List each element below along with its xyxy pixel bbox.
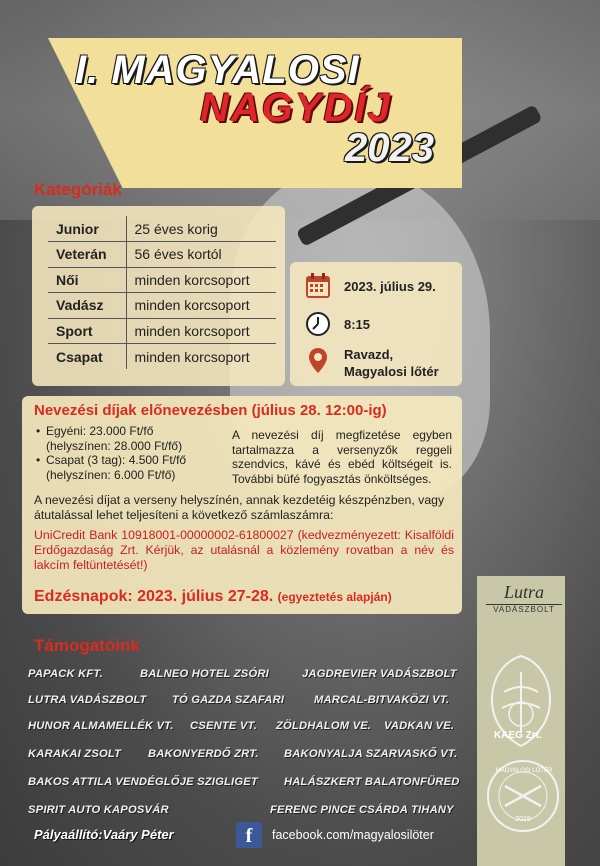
calendar-icon [304, 272, 332, 300]
facebook-icon[interactable]: f [236, 822, 262, 848]
title-line2: NAGYDÍJ [200, 86, 392, 130]
sponsor-item: BAKONYERDŐ ZRT. [148, 748, 259, 760]
sponsor-item: VADKAN VE. [384, 720, 455, 732]
categories-table [48, 216, 276, 369]
category-name: Csapat [48, 344, 126, 370]
training-main: Edzésnapok: 2023. július 27-28. [34, 588, 274, 605]
category-row [48, 242, 276, 268]
fees-list [36, 424, 186, 482]
seal-top-text: MAGYALOSI LŐTÉR [495, 768, 553, 774]
sponsor-item: TÓ GAZDA SZAFARI [172, 694, 285, 706]
kaeg-logo-text: KAEG Zrt. [494, 730, 542, 741]
event-place [344, 346, 439, 380]
sponsors-heading: Támogatóink [34, 636, 140, 655]
organizer: Pályaállító:Vaáry Péter [34, 827, 174, 842]
sponsor-item: BAKONYALJA SZARVASKŐ VT. [284, 748, 458, 760]
location-pin-icon [304, 346, 332, 374]
clock-icon [304, 310, 332, 338]
place-line1: Ravazd, [344, 347, 394, 362]
category-desc: minden korcsoport [126, 318, 276, 344]
payment-info: A nevezési díjat a verseny helyszínén, annak kezdetéig készpénzben, vagy átutalással lehet teljesíteni a következő számlaszámra: [34, 493, 445, 522]
magyalosi-loter-seal [487, 760, 559, 832]
sponsor-item: JAGDREVIER VADÁSZBOLT [302, 668, 457, 680]
fee-included-note: A nevezési díj megfizetése egyben tartalmazza a versenyzők reggeli szendvics, kávé és ebéd költségeit is. További büfé fogyasztás önköltséges. [232, 428, 452, 486]
category-name: Vadász [48, 293, 126, 319]
sponsor-item: SPIRIT AUTO KAPOSVÁR [28, 804, 169, 816]
category-name: Veterán [48, 242, 126, 268]
sponsor-item: CSENTE VT. [190, 720, 258, 732]
fee-individual-onsite: (helyszínen: 28.000 Ft/fő) [46, 438, 183, 453]
fee-team-onsite: (helyszínen: 6.000 Ft/fő) [46, 467, 176, 482]
fee-individual: • Egyéni: 23.000 Ft/fő [36, 424, 186, 439]
sponsor-item: BAKOS ATTILA VENDÉGLŐJE SZIGLIGET [28, 776, 258, 788]
sponsor-item: BALNEO HOTEL ZSÓRI [140, 668, 269, 680]
lutra-logo-sub: VADÁSZBOLT [486, 604, 562, 614]
bank-account-info: UniCredit Bank 10918001-00000002-61800027 (kedvezményezett: Kisalföldi Erdőgazdaság Zrt. Kérjük, az utalásnál a közlemény rovatban a név és lakcím feltüntetését!) [34, 528, 454, 572]
fees-heading: Nevezési díjak előnevezésben (július 28. 12:00-ig) [34, 402, 387, 419]
category-row [48, 267, 276, 293]
lutra-logo [486, 582, 562, 632]
place-line2: Magyalosi lőtér [344, 364, 439, 379]
sponsor-item: FERENC PINCE CSÁRDA TIHANY [270, 804, 454, 816]
category-desc: 56 éves kortól [126, 242, 276, 268]
fee-team: • Csapat (3 tag): 4.500 Ft/fő [36, 453, 186, 468]
place-row [304, 346, 439, 379]
category-row [48, 318, 276, 344]
category-name: Junior [48, 216, 126, 242]
date-row [304, 272, 436, 300]
category-desc: minden korcsoport [126, 267, 276, 293]
sponsor-item: MARCAL-BITVAKÖZI VT. [314, 694, 450, 706]
categories-heading: Kategóriák [34, 180, 122, 199]
lutra-logo-name: Lutra [503, 582, 545, 602]
seal-year: 2015 [515, 816, 531, 823]
category-name: Női [48, 267, 126, 293]
category-name: Sport [48, 318, 126, 344]
title-line1: I. MAGYALOSI [75, 48, 360, 92]
sponsor-item: HUNOR ALMAMELLÉK VT. [28, 720, 174, 732]
training-note: (egyeztetés alapján) [277, 590, 392, 604]
category-row [48, 216, 276, 242]
facebook-link[interactable]: facebook.com/magyalosilöter [272, 828, 434, 842]
sponsor-item: PAPACK KFT. [28, 668, 103, 680]
event-date: 2023. július 29. [344, 279, 436, 294]
category-row [48, 293, 276, 319]
category-desc: 25 éves korig [126, 216, 276, 242]
category-desc: minden korcsoport [126, 293, 276, 319]
category-row [48, 344, 276, 370]
kaeg-logo [484, 652, 558, 752]
sponsor-item: ZÖLDHALOM VE. [276, 720, 372, 732]
time-row [304, 310, 371, 338]
title-year: 2023 [345, 126, 434, 170]
event-time: 8:15 [344, 317, 371, 332]
sponsor-item: HALÁSZKERT BALATONFÜRED [284, 776, 460, 788]
category-desc: minden korcsoport [134, 348, 250, 365]
sponsor-item: KARAKAI ZSOLT [28, 748, 122, 760]
training-days [34, 588, 392, 606]
sponsor-item: LUTRA VADÁSZBOLT [28, 694, 147, 706]
